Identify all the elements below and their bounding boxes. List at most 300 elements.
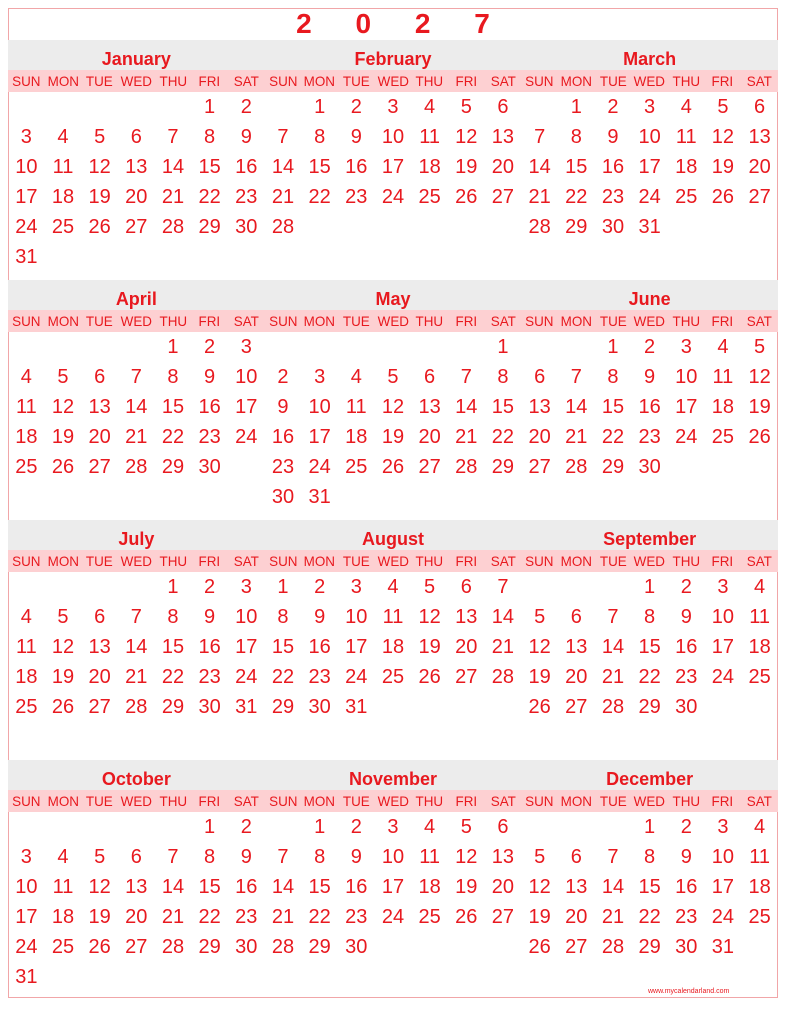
day-cell: 23: [638, 426, 661, 448]
day-cell: 5: [387, 366, 399, 388]
day-cell: 18: [51, 186, 75, 208]
day-cell: 16: [675, 636, 698, 658]
day-cell: 14: [601, 636, 625, 658]
day-cell: 6: [130, 846, 142, 868]
empty-day-cell: [155, 812, 192, 842]
day-cell: 18: [381, 636, 405, 658]
day-cell: 1: [204, 816, 216, 838]
empty-day-cell: [301, 332, 338, 362]
day-cell: 6: [534, 366, 546, 388]
weekday-header-row: [8, 550, 778, 572]
day-cell: 25: [51, 936, 75, 958]
day-cell: 12: [88, 156, 111, 178]
day-cell: 17: [711, 876, 735, 898]
day-cell: 6: [94, 366, 106, 388]
day-cell: 30: [235, 936, 258, 958]
day-cell: 27: [491, 906, 515, 928]
day-cell: 21: [565, 426, 588, 448]
day-cell: 1: [314, 96, 326, 118]
empty-day-cell: [8, 572, 45, 602]
day-cell: 5: [460, 816, 472, 838]
empty-day-cell: [448, 332, 485, 362]
day-cell: 2: [240, 816, 252, 838]
day-cell: 9: [350, 126, 362, 148]
day-cell: 20: [528, 426, 551, 448]
weekday-label: TUE: [86, 313, 114, 329]
day-cell: 19: [528, 666, 551, 688]
weekday-label: MON: [303, 73, 336, 89]
day-cell: 14: [161, 156, 185, 178]
weekday-label: SAT: [233, 793, 259, 809]
weekday-label: FRI: [198, 793, 221, 809]
month-grid: [521, 572, 778, 722]
day-cell: 10: [638, 126, 661, 148]
day-cell: 28: [491, 666, 515, 688]
weekday-label: SUN: [525, 793, 554, 809]
day-cell: 28: [271, 936, 295, 958]
weekday-label: WED: [377, 73, 409, 89]
day-cell: 23: [308, 666, 331, 688]
day-cell: 4: [424, 816, 436, 838]
day-cell: 14: [271, 156, 295, 178]
day-cell: 13: [88, 636, 111, 658]
day-cell: 13: [565, 636, 588, 658]
day-cell: 27: [125, 936, 148, 958]
weekday-label: SAT: [233, 553, 259, 569]
day-cell: 31: [345, 696, 368, 718]
weekday-label: WED: [633, 313, 666, 329]
day-cell: 25: [345, 456, 368, 478]
day-cell: 7: [607, 846, 619, 868]
empty-day-cell: [521, 92, 558, 122]
day-cell: 8: [497, 366, 509, 388]
day-cell: 19: [455, 876, 478, 898]
day-cell: 29: [271, 696, 295, 718]
day-cell: 27: [565, 936, 588, 958]
empty-day-cell: [81, 572, 118, 602]
weekday-label: SAT: [746, 793, 773, 809]
day-cell: 15: [271, 636, 295, 658]
day-cell: 14: [455, 396, 478, 418]
day-cell: 29: [198, 216, 221, 238]
day-cell: 27: [125, 216, 148, 238]
day-cell: 18: [748, 636, 771, 658]
month-name-row: [8, 280, 778, 310]
day-cell: 6: [460, 576, 472, 598]
day-cell: 12: [528, 636, 551, 658]
day-cell: 15: [601, 396, 625, 418]
day-cell: 27: [88, 456, 111, 478]
day-cell: 24: [345, 666, 368, 688]
day-cell: 4: [424, 96, 436, 118]
weekday-header-row: [8, 310, 778, 332]
day-cell: 25: [51, 216, 75, 238]
day-cell: 30: [198, 696, 221, 718]
weekday-label: THU: [415, 793, 444, 809]
day-cell: 15: [198, 876, 221, 898]
day-cell: 18: [748, 876, 771, 898]
day-cell: 21: [271, 906, 295, 928]
day-cell: 30: [345, 936, 368, 958]
day-cell: 7: [167, 846, 179, 868]
day-cell: 29: [161, 456, 185, 478]
day-cell: 6: [94, 606, 106, 628]
weekday-label: FRI: [455, 313, 478, 329]
day-cell: 6: [424, 366, 436, 388]
empty-day-cell: [45, 92, 82, 122]
day-cell: 2: [680, 816, 692, 838]
weekday-label: SAT: [746, 553, 773, 569]
empty-day-cell: [265, 332, 302, 362]
day-cell: 28: [125, 456, 148, 478]
day-cell: 4: [57, 126, 69, 148]
footer-url: www.mycalendarland.com: [648, 988, 730, 995]
day-cell: 31: [638, 216, 661, 238]
day-cell: 7: [460, 366, 472, 388]
weekday-label: SUN: [525, 313, 554, 329]
day-cell: 12: [88, 876, 111, 898]
day-cell: 1: [570, 96, 582, 118]
weekday-label: THU: [672, 553, 700, 569]
day-cell: 23: [198, 666, 221, 688]
empty-day-cell: [521, 572, 558, 602]
day-cell: 25: [15, 456, 38, 478]
day-cell: 17: [381, 876, 405, 898]
weekday-label: WED: [120, 313, 152, 329]
empty-day-cell: [558, 332, 595, 362]
day-cell: 2: [314, 576, 326, 598]
empty-day-cell: [375, 332, 412, 362]
weekday-label: TUE: [342, 313, 370, 329]
day-cell: 21: [271, 186, 295, 208]
day-cell: 25: [748, 666, 771, 688]
day-cell: 25: [15, 696, 38, 718]
day-cell: 22: [601, 426, 625, 448]
day-cell: 3: [717, 576, 729, 598]
day-cell: 7: [607, 606, 619, 628]
month-name: February: [354, 49, 432, 69]
day-cell: 18: [15, 666, 38, 688]
weekday-label: SUN: [268, 553, 298, 569]
day-cell: 9: [204, 366, 216, 388]
day-cell: 17: [235, 636, 258, 658]
month-name: April: [115, 289, 157, 309]
day-cell: 23: [675, 906, 698, 928]
weekday-label: SUN: [268, 793, 298, 809]
day-cell: 16: [235, 876, 258, 898]
day-cell: 10: [308, 396, 331, 418]
day-cell: 15: [638, 636, 661, 658]
day-cell: 3: [350, 576, 362, 598]
day-cell: 6: [497, 816, 509, 838]
day-cell: 12: [711, 126, 735, 148]
day-cell: 17: [308, 426, 331, 448]
day-cell: 13: [455, 606, 478, 628]
day-cell: 13: [125, 156, 148, 178]
weekday-label: WED: [633, 793, 666, 809]
day-cell: 14: [125, 396, 148, 418]
day-cell: 21: [161, 186, 185, 208]
day-cell: 1: [607, 336, 619, 358]
day-cell: 6: [130, 126, 142, 148]
weekday-label: FRI: [711, 793, 734, 809]
day-cell: 3: [240, 576, 252, 598]
day-cell: 10: [15, 156, 38, 178]
weekday-label: TUE: [342, 73, 370, 89]
day-cell: 19: [528, 906, 551, 928]
day-cell: 22: [271, 666, 295, 688]
empty-day-cell: [338, 332, 375, 362]
day-cell: 1: [497, 336, 509, 358]
day-cell: 7: [130, 366, 142, 388]
weekday-label: SAT: [490, 313, 516, 329]
day-cell: 1: [167, 336, 179, 358]
weekday-label: MON: [560, 313, 592, 329]
weekday-label: MON: [560, 793, 592, 809]
weekday-label: THU: [159, 553, 187, 569]
day-cell: 4: [717, 336, 729, 358]
day-cell: 10: [711, 846, 735, 868]
day-cell: 3: [644, 96, 656, 118]
day-cell: 23: [198, 426, 221, 448]
day-cell: 11: [52, 876, 74, 898]
day-cell: 4: [350, 366, 362, 388]
day-cell: 2: [644, 336, 656, 358]
day-cell: 1: [314, 816, 326, 838]
day-cell: 30: [601, 216, 625, 238]
day-cell: 12: [381, 396, 405, 418]
month-name: July: [118, 529, 155, 549]
day-cell: 17: [15, 906, 38, 928]
day-cell: 20: [88, 666, 111, 688]
day-cell: 20: [491, 156, 515, 178]
day-cell: 20: [491, 876, 515, 898]
day-cell: 19: [381, 426, 405, 448]
day-cell: 15: [198, 156, 221, 178]
weekday-label: FRI: [711, 73, 734, 89]
weekday-label: TUE: [599, 553, 627, 569]
weekday-header-row: [8, 790, 778, 812]
day-cell: 29: [308, 936, 331, 958]
day-cell: 23: [271, 456, 295, 478]
day-cell: 16: [308, 636, 331, 658]
month-name: November: [348, 769, 437, 789]
weekday-label: TUE: [342, 793, 370, 809]
day-cell: 29: [638, 936, 661, 958]
weekday-label: MON: [47, 73, 79, 89]
day-cell: 10: [235, 366, 258, 388]
day-cell: 9: [607, 126, 619, 148]
day-cell: 8: [204, 846, 216, 868]
day-cell: 11: [712, 366, 734, 388]
weekday-label: WED: [120, 73, 152, 89]
day-cell: 28: [601, 696, 625, 718]
day-cell: 8: [314, 846, 326, 868]
day-cell: 25: [675, 186, 698, 208]
weekday-label: SUN: [268, 73, 298, 89]
day-cell: 27: [491, 186, 515, 208]
day-cell: 8: [167, 606, 179, 628]
day-cell: 27: [455, 666, 478, 688]
day-cell: 11: [749, 606, 770, 628]
day-cell: 3: [20, 846, 32, 868]
weekday-label: SAT: [490, 793, 516, 809]
weekday-label: FRI: [198, 313, 221, 329]
day-cell: 18: [418, 876, 441, 898]
day-cell: 24: [235, 666, 258, 688]
month-grid: [265, 92, 522, 272]
day-cell: 31: [308, 486, 331, 508]
day-cell: 3: [387, 816, 399, 838]
day-cell: 6: [570, 846, 582, 868]
day-cell: 11: [419, 846, 440, 868]
day-cell: 19: [88, 186, 111, 208]
day-cell: 30: [308, 696, 331, 718]
weekday-label: SAT: [746, 313, 773, 329]
day-cell: 2: [277, 366, 289, 388]
weekday-label: SAT: [490, 553, 516, 569]
day-cell: 28: [565, 456, 588, 478]
day-cell: 13: [125, 876, 148, 898]
weekday-label: THU: [159, 793, 187, 809]
weekday-label: WED: [120, 793, 152, 809]
empty-day-cell: [81, 92, 118, 122]
day-cell: 2: [350, 96, 362, 118]
empty-day-cell: [81, 812, 118, 842]
empty-day-cell: [118, 332, 155, 362]
weekday-header-row: [8, 70, 778, 92]
day-cell: 23: [345, 186, 368, 208]
day-cell: 26: [88, 936, 111, 958]
day-cell: 17: [235, 396, 258, 418]
day-cell: 7: [167, 126, 179, 148]
weekday-label: FRI: [711, 553, 734, 569]
weekday-label: THU: [415, 553, 444, 569]
day-cell: 19: [418, 636, 441, 658]
weekday-label: THU: [159, 73, 187, 89]
day-cell: 25: [418, 186, 441, 208]
day-cell: 16: [198, 636, 221, 658]
month-name: March: [623, 49, 677, 69]
day-cell: 17: [345, 636, 368, 658]
day-cell: 9: [644, 366, 656, 388]
day-cell: 21: [161, 906, 185, 928]
day-cell: 23: [601, 186, 625, 208]
day-cell: 8: [277, 606, 289, 628]
day-cell: 10: [345, 606, 368, 628]
weekday-label: SUN: [525, 553, 554, 569]
empty-day-cell: [45, 572, 82, 602]
day-cell: 22: [308, 906, 331, 928]
day-cell: 21: [125, 666, 148, 688]
day-cell: 26: [528, 696, 551, 718]
day-cell: 5: [534, 606, 546, 628]
weekday-label: FRI: [455, 553, 478, 569]
day-cell: 24: [675, 426, 698, 448]
day-cell: 22: [565, 186, 588, 208]
day-cell: 14: [601, 876, 625, 898]
day-cell: 18: [675, 156, 698, 178]
day-cell: 20: [125, 906, 148, 928]
day-cell: 26: [455, 186, 478, 208]
day-cell: 17: [381, 156, 405, 178]
weekday-label: SAT: [746, 73, 773, 89]
day-cell: 5: [94, 846, 106, 868]
day-cell: 14: [491, 606, 515, 628]
day-cell: 28: [125, 696, 148, 718]
empty-day-cell: [45, 812, 82, 842]
weekday-label: WED: [377, 793, 409, 809]
day-cell: 4: [387, 576, 399, 598]
weekday-label: MON: [47, 313, 79, 329]
empty-day-cell: [558, 572, 595, 602]
weekday-label: TUE: [86, 793, 114, 809]
day-cell: 15: [161, 396, 185, 418]
day-cell: 16: [638, 396, 661, 418]
day-cell: 20: [418, 426, 441, 448]
weekday-label: SUN: [12, 313, 41, 329]
day-cell: 5: [534, 846, 546, 868]
day-cell: 26: [418, 666, 441, 688]
month-grid: [521, 332, 778, 512]
day-cell: 8: [570, 126, 582, 148]
month-grid: [521, 92, 778, 272]
day-cell: 22: [198, 906, 221, 928]
day-cell: 26: [51, 696, 75, 718]
empty-day-cell: [118, 92, 155, 122]
month-name: September: [603, 529, 697, 549]
day-cell: 16: [271, 426, 295, 448]
weekday-label: THU: [159, 313, 187, 329]
day-cell: 9: [204, 606, 216, 628]
day-cell: 1: [167, 576, 179, 598]
day-cell: 9: [350, 846, 362, 868]
day-cell: 24: [235, 426, 258, 448]
day-cell: 21: [491, 636, 515, 658]
day-cell: 21: [601, 666, 625, 688]
day-cell: 21: [601, 906, 625, 928]
day-cell: 20: [565, 666, 588, 688]
day-cell: 14: [271, 876, 295, 898]
day-cell: 23: [675, 666, 698, 688]
day-cell: 28: [601, 936, 625, 958]
day-cell: 30: [271, 486, 295, 508]
day-cell: 1: [644, 576, 656, 598]
day-cell: 11: [419, 126, 440, 148]
day-cell: 22: [161, 426, 185, 448]
day-cell: 26: [455, 906, 478, 928]
day-cell: 13: [565, 876, 588, 898]
weekday-label: TUE: [86, 73, 114, 89]
day-cell: 4: [754, 576, 766, 598]
day-cell: 13: [491, 126, 515, 148]
day-cell: 22: [308, 186, 331, 208]
day-cell: 2: [350, 816, 362, 838]
month-grid: [265, 332, 522, 512]
day-cell: 5: [754, 336, 766, 358]
month-grid: [265, 572, 522, 722]
day-cell: 7: [277, 846, 289, 868]
day-cell: 24: [381, 186, 405, 208]
day-cell: 27: [565, 696, 588, 718]
day-cell: 22: [638, 666, 661, 688]
day-cell: 23: [235, 906, 258, 928]
day-cell: 29: [198, 936, 221, 958]
day-cell: 30: [638, 456, 661, 478]
day-cell: 10: [711, 606, 735, 628]
day-cell: 21: [455, 426, 478, 448]
day-cell: 14: [161, 876, 185, 898]
